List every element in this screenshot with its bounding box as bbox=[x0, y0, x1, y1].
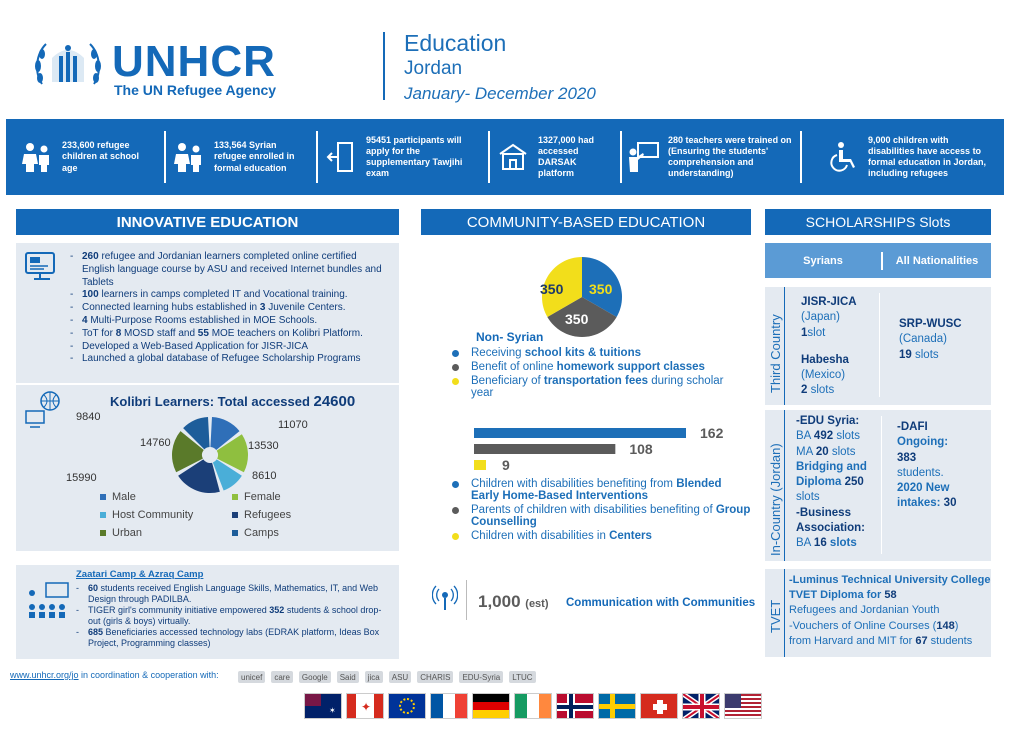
list-item: Benefit of online homework support classes bbox=[452, 361, 747, 373]
legend-swatch bbox=[100, 512, 106, 518]
broadcast-icon bbox=[432, 585, 458, 611]
pie-label: 14760 bbox=[140, 437, 171, 449]
edu-name: -EDU Syria: bbox=[796, 415, 860, 427]
pie-label: 9840 bbox=[76, 411, 101, 423]
kolibri-title: Kolibri Learners: Total accessed 24600 bbox=[110, 393, 356, 410]
nonsyrian-list bbox=[452, 347, 747, 399]
wheelchair-icon bbox=[826, 140, 860, 174]
kolibri-panel bbox=[16, 383, 399, 551]
third-country-panel bbox=[765, 287, 991, 405]
habesha-place: (Mexico) bbox=[801, 369, 846, 382]
innovative-bullets bbox=[70, 251, 392, 366]
dafi-name: -DAFI bbox=[897, 421, 928, 433]
legend-item: Host Community bbox=[100, 509, 232, 521]
divider bbox=[466, 580, 467, 620]
list-item: - Connected learning hubs established in 3 Juvenile Centers. bbox=[70, 302, 392, 315]
legend-item: Urban bbox=[100, 527, 232, 539]
tvet-line: -Luminus Technical University College TVET Diploma for 58 bbox=[789, 574, 991, 602]
stat-item bbox=[626, 119, 796, 195]
business-slots: BA 16 slots bbox=[796, 537, 857, 550]
partner-logo: care bbox=[271, 671, 293, 683]
jisr-cell bbox=[801, 295, 857, 399]
list-item: Children with disabilities in Centers bbox=[452, 530, 752, 542]
list-item: Parents of children with disabilities benefiting of Group Counselling bbox=[452, 504, 752, 528]
germany-flag bbox=[472, 693, 510, 719]
pie-label: 350 bbox=[589, 281, 613, 297]
dafi-new: 2020 New intakes: 30 bbox=[897, 482, 957, 510]
innovative-section-header: INNOVATIVE EDUCATION bbox=[16, 209, 399, 235]
norway-flag bbox=[556, 693, 594, 719]
list-item: - 100 learners in camps completed IT and Vocational training. bbox=[70, 289, 392, 302]
teacher-board-icon bbox=[626, 140, 660, 174]
stat-item bbox=[826, 119, 996, 195]
school-building-icon bbox=[496, 140, 530, 174]
stat-item bbox=[172, 119, 312, 195]
community-section-header: COMMUNITY-BASED EDUCATION bbox=[421, 209, 751, 235]
kolibri-legend bbox=[100, 491, 352, 539]
ireland-flag bbox=[514, 693, 552, 719]
innovative-panel bbox=[16, 243, 399, 383]
bar bbox=[474, 444, 615, 454]
stat-item bbox=[20, 119, 160, 195]
dafi-num: 383 bbox=[897, 451, 917, 464]
stat-text: 95451 participants will apply for the supplementary Tawjihi exam bbox=[366, 134, 463, 179]
page-period: January- December 2020 bbox=[404, 84, 596, 103]
unhcr-emblem-icon bbox=[32, 36, 104, 96]
sweden-flag bbox=[598, 693, 636, 719]
edu-bridging: Bridging and Diploma 250 slots bbox=[796, 460, 867, 504]
comm-label: Communication with Communities bbox=[566, 597, 756, 609]
jisr-slots: 1slot bbox=[801, 326, 826, 339]
nonsyrian-title: Non- Syrian bbox=[476, 330, 544, 344]
list-item: - 4 Multi-Purpose Rooms established in MOE Schools. bbox=[70, 315, 392, 328]
bar bbox=[474, 460, 486, 470]
partner-logo: jica bbox=[365, 671, 383, 683]
partner-logos bbox=[238, 668, 1018, 686]
header-divider bbox=[383, 32, 385, 100]
scholarships-col-header bbox=[765, 243, 991, 278]
stat-item bbox=[324, 119, 484, 195]
habesha-slots: 2 slots bbox=[801, 384, 835, 397]
srp-place: (Canada) bbox=[899, 333, 947, 346]
legend-swatch bbox=[452, 378, 459, 385]
list-item: Beneficiary of transportation fees during scholar year bbox=[452, 375, 747, 399]
page-title: Education bbox=[404, 30, 507, 56]
partner-logo: unicef bbox=[238, 671, 265, 683]
bar-label: 9 bbox=[502, 457, 510, 473]
partner-logo: Google bbox=[299, 671, 331, 683]
jisr-name: JISR-JICA bbox=[801, 296, 857, 308]
srp-cell bbox=[899, 317, 962, 363]
footer-credit: www.unhcr.org/jo in coordination & cooperation with: bbox=[10, 670, 219, 680]
edu-ma: MA 20 slots bbox=[796, 445, 856, 458]
divider bbox=[879, 293, 880, 397]
kolibri-pie-chart bbox=[170, 415, 250, 495]
disability-list bbox=[452, 478, 752, 542]
list-item: - ToT for 8 MOSD staff and 55 MOE teachers on Kolibri Platform. bbox=[70, 328, 392, 341]
computer-icon bbox=[24, 251, 60, 285]
dafi-ongoing: Ongoing: bbox=[897, 436, 949, 449]
switzerland-flag bbox=[640, 693, 678, 719]
list-item: - Launched a global database of Refugee Scholarship Programs bbox=[70, 353, 392, 366]
edu-syria-cell bbox=[796, 414, 878, 552]
habesha-name: Habesha bbox=[801, 353, 849, 366]
page-country: Jordan bbox=[404, 58, 463, 79]
partner-logo: ASU bbox=[389, 671, 411, 683]
third-country-label: Third Country bbox=[768, 314, 783, 393]
bar-label: 108 bbox=[629, 441, 653, 457]
legend-swatch bbox=[232, 512, 238, 518]
legend-swatch bbox=[100, 530, 106, 536]
unhcr-logo-text: UNHCR bbox=[112, 37, 276, 86]
globe-computer-icon bbox=[24, 389, 64, 429]
australia-flag: ✶ bbox=[304, 693, 342, 719]
legend-swatch bbox=[232, 530, 238, 536]
jisr-place: (Japan) bbox=[801, 311, 840, 324]
in-country-label: In-Country (Jordan) bbox=[768, 443, 783, 556]
in-country-panel bbox=[765, 410, 991, 561]
list-item: Children with disabilities benefiting from Blended Early Home-Based Interventions bbox=[452, 478, 752, 502]
tvet-panel bbox=[765, 569, 991, 657]
camps-bullets bbox=[76, 583, 392, 649]
list-item: Receiving school kits & tuitions bbox=[452, 347, 747, 359]
col-all-nationalities: All Nationalities bbox=[895, 254, 979, 267]
stat-separator bbox=[316, 131, 318, 183]
pie-label: 350 bbox=[565, 311, 589, 327]
pie-label: 15990 bbox=[66, 472, 97, 484]
children-icon bbox=[20, 140, 54, 174]
legend-swatch bbox=[452, 481, 459, 488]
bar bbox=[474, 428, 686, 438]
stat-text: 9,000 children with disabilities have access to formal education in Jordan, including refugees bbox=[868, 134, 987, 179]
list-item: - 260 refugee and Jordanian learners completed online certified English language course by ASU and received Internet bundles and Tablets bbox=[70, 251, 392, 289]
disability-bar-chart bbox=[474, 424, 744, 474]
stat-text: 133,564 Syrian refugee enrolled in formal education bbox=[214, 140, 295, 173]
dafi-cell bbox=[897, 420, 987, 512]
unhcr-tagline: The UN Refugee Agency bbox=[114, 82, 277, 98]
france-flag bbox=[430, 693, 468, 719]
usa-flag bbox=[724, 693, 762, 719]
dafi-students: students. bbox=[897, 466, 944, 479]
stat-separator bbox=[620, 131, 622, 183]
stat-text: 233,600 refugee children at school age bbox=[62, 140, 140, 173]
stat-text: 280 teachers were trained on (Ensuring the students' comprehension and understanding) bbox=[668, 134, 792, 179]
list-item: - 685 Beneficiaries accessed technology labs (EDRAK platform, Ideas Box Project, Programming classes) bbox=[76, 627, 392, 649]
partner-logo: Said bbox=[337, 671, 359, 683]
tvet-line: from Harvard and MIT for 67 students bbox=[789, 634, 973, 647]
srp-slots: 19 slots bbox=[899, 348, 939, 361]
business-name: -Business Association: bbox=[796, 506, 866, 534]
stat-text: 1327,000 had accessed DARSAK platform bbox=[538, 134, 595, 179]
canada-flag: ✦ bbox=[346, 693, 384, 719]
legend-swatch bbox=[452, 507, 459, 514]
list-item: - Developed a Web-Based Application for JISR-JICA bbox=[70, 341, 392, 354]
unhcr-link[interactable]: www.unhcr.org/jo bbox=[10, 670, 79, 680]
stats-banner bbox=[6, 119, 1004, 195]
legend-item: Female bbox=[232, 491, 352, 503]
tvet-text bbox=[789, 573, 993, 649]
legend-swatch bbox=[452, 533, 459, 540]
srp-name: SRP-WUSC bbox=[899, 318, 962, 330]
legend-swatch bbox=[452, 364, 459, 371]
legend-item: Camps bbox=[232, 527, 352, 539]
pie-label: 8610 bbox=[252, 470, 277, 482]
donor-flags bbox=[304, 693, 762, 719]
pie-label: 350 bbox=[540, 281, 564, 297]
stat-separator bbox=[800, 131, 802, 183]
exit-door-icon bbox=[324, 140, 358, 174]
legend-swatch bbox=[100, 494, 106, 500]
legend-item: Male bbox=[100, 491, 232, 503]
tvet-label: TVET bbox=[768, 599, 783, 633]
tvet-line: -Vouchers of Online Courses (148) bbox=[789, 619, 959, 632]
stat-separator bbox=[164, 131, 166, 183]
stat-item bbox=[496, 119, 616, 195]
classroom-icon bbox=[26, 581, 72, 621]
legend-item: Refugees bbox=[232, 509, 352, 521]
bar-label: 162 bbox=[700, 425, 724, 441]
partner-logo: EDU-Syria bbox=[459, 671, 503, 683]
partner-logo: LTUC bbox=[509, 671, 535, 683]
partner-logo: CHARIS bbox=[417, 671, 453, 683]
scholarships-section-header: SCHOLARSHIPS Slots bbox=[765, 209, 991, 235]
camps-heading: Zaatari Camp & Azraq Camp bbox=[76, 569, 204, 580]
pie-label: 13530 bbox=[248, 440, 279, 452]
edu-ba: BA 492 slots bbox=[796, 430, 860, 443]
legend-swatch bbox=[452, 350, 459, 357]
children-icon bbox=[172, 140, 206, 174]
list-item: - 60 students received English Language Skills, Mathematics, IT, and Web Design through PADILBA. bbox=[76, 583, 392, 605]
camps-panel bbox=[16, 565, 399, 659]
pie-label: 11070 bbox=[278, 419, 308, 431]
legend-swatch bbox=[232, 494, 238, 500]
uk-flag bbox=[682, 693, 720, 719]
col-syrians: Syrians bbox=[803, 254, 843, 267]
comm-number: 1,000 (est) bbox=[478, 592, 549, 611]
stat-separator bbox=[488, 131, 490, 183]
tvet-line: Refugees and Jordanian Youth bbox=[789, 604, 940, 617]
list-item: - TIGER girl's community initiative empowered 352 students & school drop-out (girls & boys) virtually. bbox=[76, 605, 392, 627]
divider bbox=[881, 416, 882, 554]
eu-flag bbox=[388, 693, 426, 719]
